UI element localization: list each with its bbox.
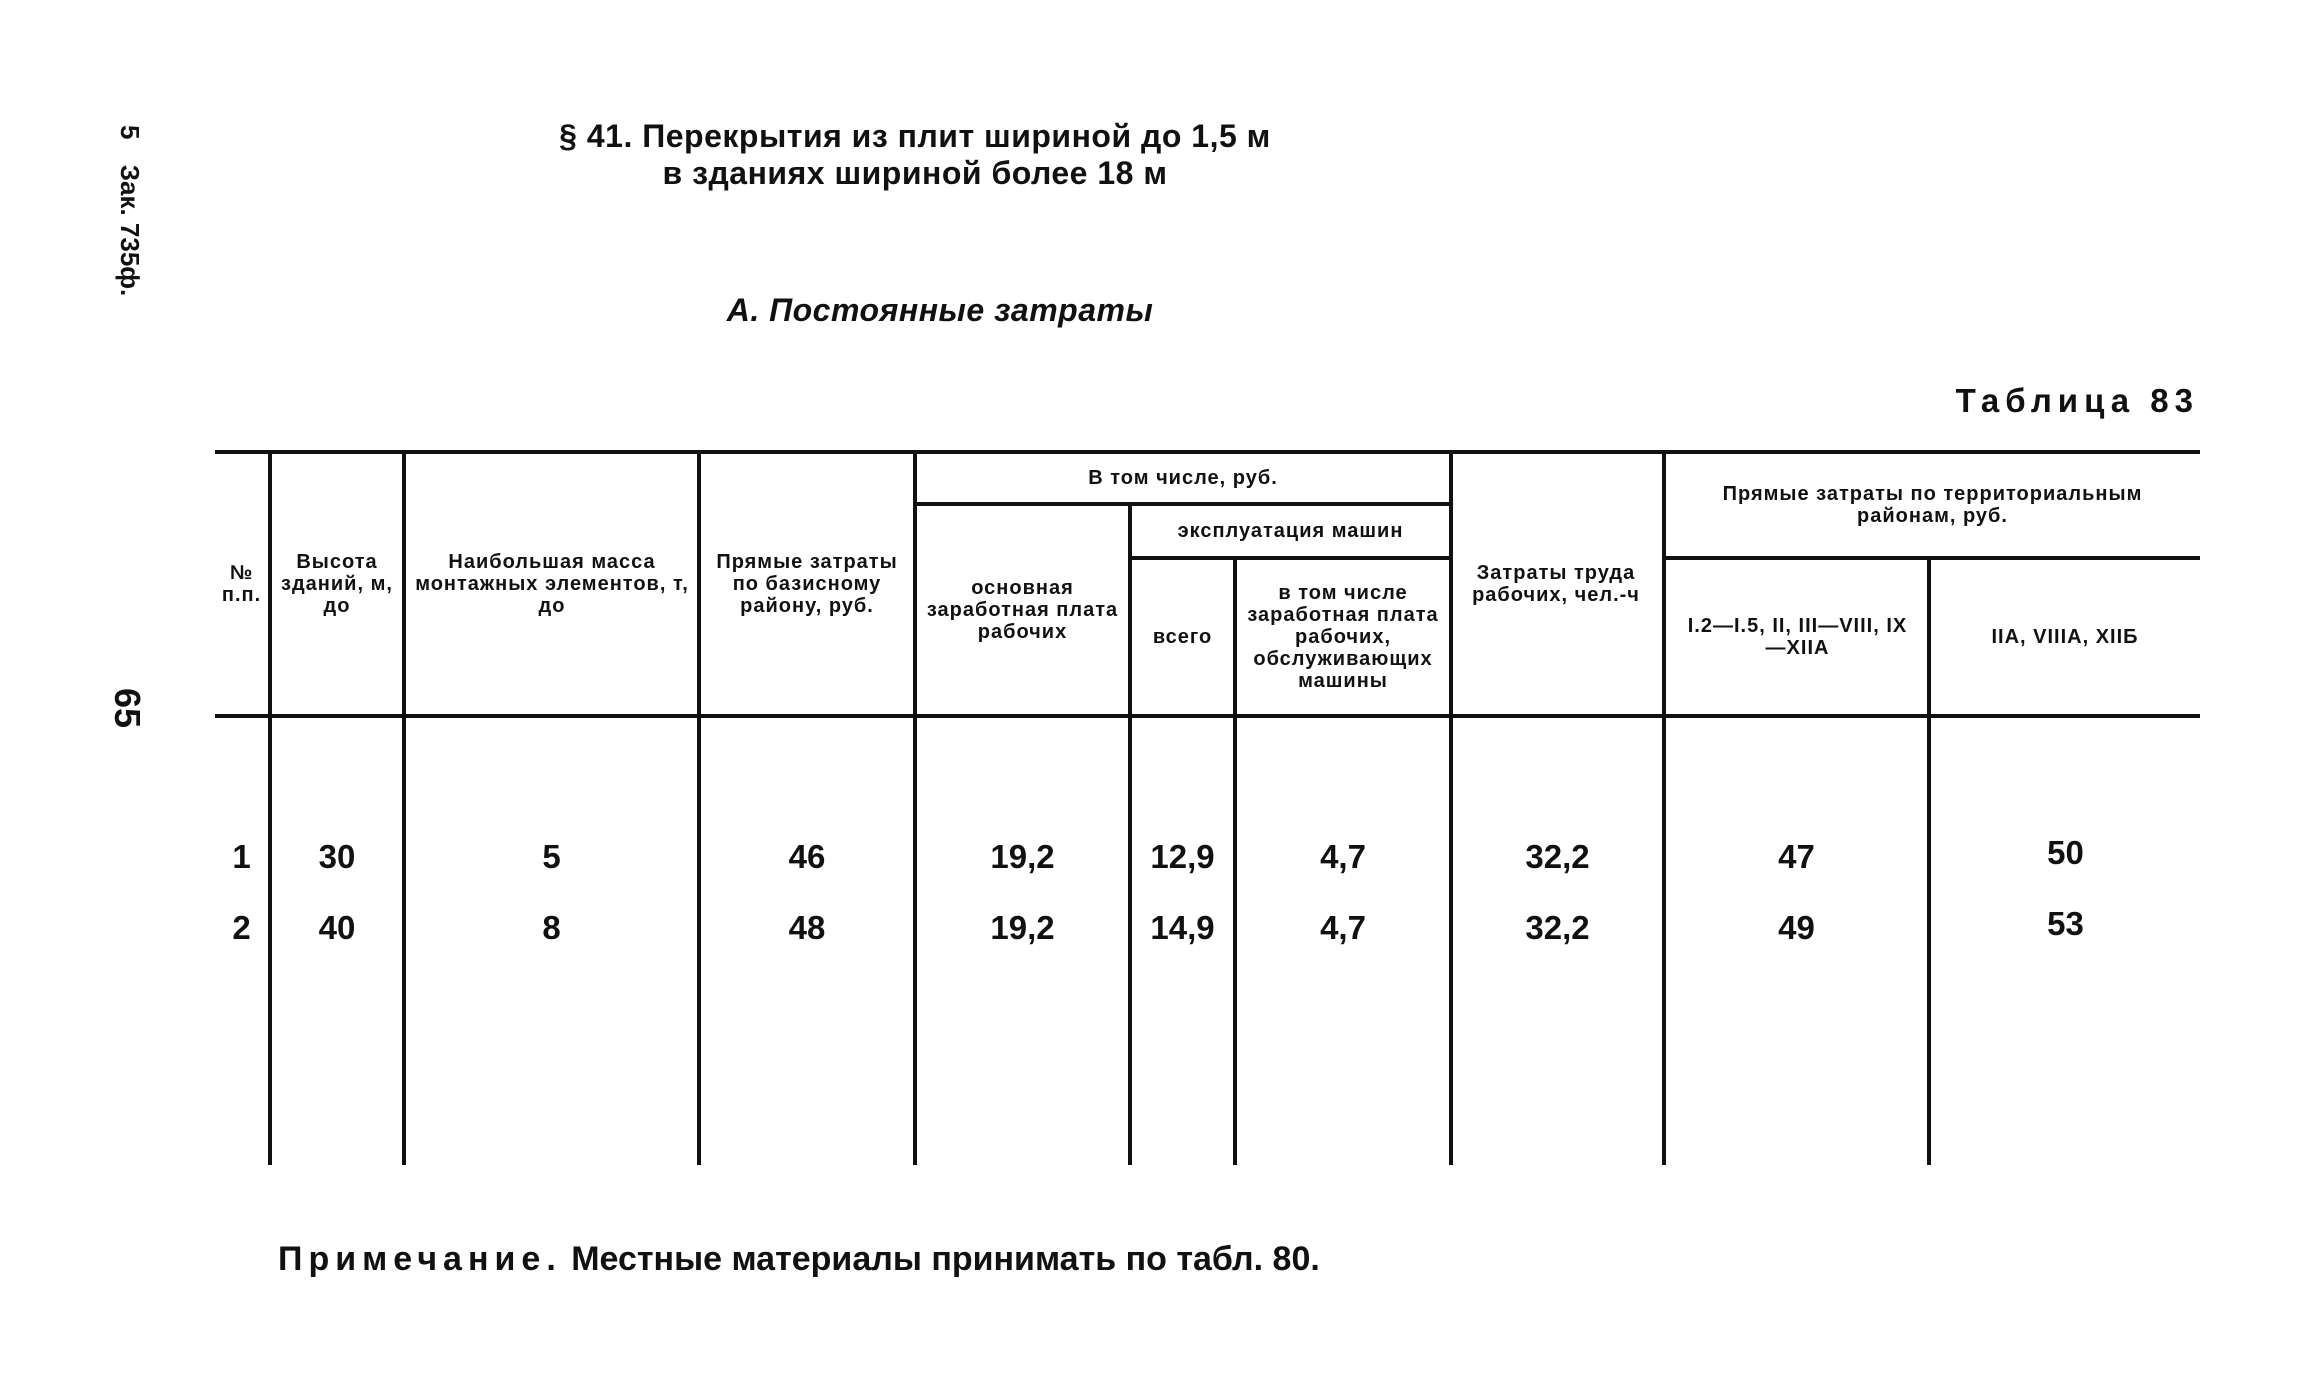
cell-num: 1 [232,838,251,875]
cell-height: 40 [318,909,356,946]
header-machines-total: всего [1152,626,1213,648]
cell-wage: 19,2 [990,838,1055,875]
cell-region-b: 53 [2047,905,2084,942]
note-label: Примечание. [278,1240,562,1278]
header-bottom-border [215,714,2200,718]
col-divider-8 [1662,450,1666,1165]
header-machines-group: эксплуатация машин [1177,520,1404,542]
table-note [278,1240,1320,1279]
section-heading-line2: в зданиях шириной более 18 м [662,155,1168,191]
cell-direct: 48 [788,909,826,946]
header-num: № п.п. [221,562,262,606]
header-region-b: IIA, VIIIA, XIIБ [1991,626,2139,648]
header-regions-group: Прямые затраты по территориальным районам, руб. [1722,483,2143,527]
section-subtitle: А. Постоянные затраты [726,292,1154,328]
col-divider-3 [697,450,701,1165]
col-divider-4 [913,450,917,1165]
header-incl-group: В том числе, руб. [1088,467,1278,489]
cell-mass: 5 [542,838,561,875]
header-region-a: I.2—I.5, II, III—VIII, IX—XIIA [1687,615,1908,659]
note-text: Местные материалы принимать по табл. 80. [561,1240,1320,1278]
col-divider-2 [402,450,406,1165]
order-text: Зак. 735ф. [115,164,145,297]
header-wage: основная заработная плата рабочих [926,577,1119,643]
header-labor: Затраты труда рабочих, чел.-ч [1472,562,1640,606]
page-number: 65 [107,688,148,729]
header-direct: Прямые затраты по базисному району, руб. [716,551,898,617]
section-heading-line1: § 41. Перекрытия из плит шириной до 1,5 м [559,118,1271,154]
cell-region-b: 50 [2047,834,2084,871]
cell-machines-wage: 4,7 [1320,838,1366,875]
cell-region-a: 47 [1778,838,1815,875]
cell-region-a: 49 [1778,909,1815,946]
col-divider-7 [1449,450,1453,1165]
cell-num: 2 [232,909,251,946]
cell-labor: 32,2 [1525,909,1590,946]
header-machines-wage: в том числе заработная плата рабочих, обслуживающих машины [1247,582,1439,692]
header-height: Высота зданий, м, до [281,551,393,617]
cell-machines-wage: 4,7 [1320,909,1366,946]
cell-height: 30 [318,838,356,875]
cell-machines-total: 12,9 [1150,838,1215,875]
cell-direct: 46 [788,838,826,875]
cell-labor: 32,2 [1525,838,1590,875]
cell-mass: 8 [542,909,561,946]
cell-machines-total: 14,9 [1150,909,1215,946]
header-mass: Наибольшая масса монтажных элементов, т, до [415,551,689,617]
table-label: Таблица 83 [1955,382,2199,419]
cell-wage: 19,2 [990,909,1055,946]
order-number: 5 [115,125,145,140]
